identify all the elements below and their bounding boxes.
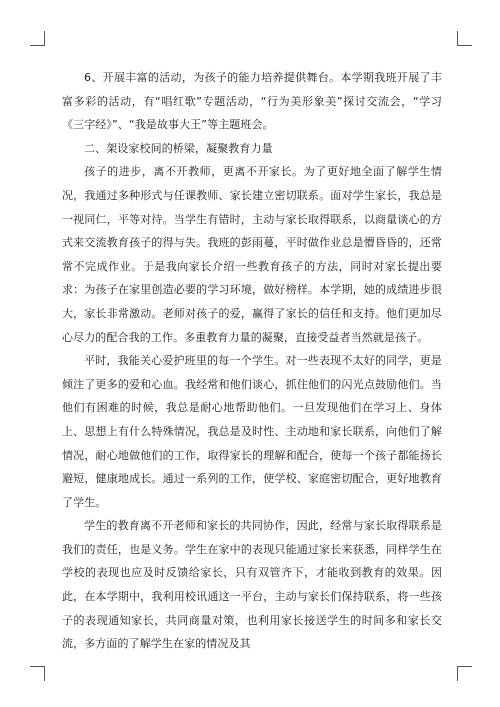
paragraph-activities: 6、开展丰富的活动，为孩子的能力培养提供舞台。本学期我班开展了丰富多彩的活动，有“唱红歌”专题活动，“行为美形象美”探讨交流会，“学习《三字经》”、“我是故事大王”等主题班会。 <box>62 71 442 132</box>
section-heading: 二、架设家校间的桥梁，凝聚教育力量 <box>84 141 273 155</box>
crop-mark-bottom-left <box>30 666 45 681</box>
paragraph-cooperation: 学生的教育离不开老师和家长的共同协作，因此，经常与家长取得联系是我们的责任，也是义务。学生在家中的表现只能通过家长来获悉，同样学生在学校的表现也应及时反馈给家长，只有双管齐下，才能收到教育的效果。因此，在本学期中，我利用校讯通这一平台，主动与家长们保持联系，将一些孩子的表现通知家长，共同商量对策，也利用家长接送学生的时间多和家长交流，多方面的了解学生在家的情况及其 <box>62 519 442 651</box>
crop-mark-top-right <box>457 31 472 46</box>
document-body <box>62 66 442 656</box>
crop-mark-bottom-right <box>457 666 472 681</box>
crop-mark-top-left <box>30 31 45 46</box>
paragraph-parent-contact: 孩子的进步，离不开教师，更离不开家长。为了更好地全面了解学生情况，我通过多种形式与任课教师、家长建立密切联系。面对学生家长，我总是一视同仁，平等对待。当学生有错时，主动与家长取得联系，以商量谈心的方式来交流教育孩子的得与失。我班的彭雨蔓，平时做作业总是懵昏昏的，还常常不完成作业。于是我向家长介绍一些教育孩子的方法，同时对家长提出要求：为孩子在家里创造必要的学习环境，做好榜样。本学期，她的成绩进步很大，家长非常激动。老师对孩子的爱，赢得了家长的信任和支持。他们更加尽心尽力的配合我的工作。多重教育力量的凝聚，直接受益者当然就是孩子。 <box>62 165 442 344</box>
paragraph-student-care: 平时，我能关心爱护班里的每一个学生。对一些表现不太好的同学，更是倾注了更多的爱和心血。我经常和他们谈心，抓住他们的闪光点鼓励他们。当他们有困难的时候，我总是耐心地帮助他们。一旦发现他们在学习上、身体上、思想上有什么特殊情况，我总是及时性、主动地和家长联系，向他们了解情况，耐心地做他们的工作，取得家长的理解和配合，使每一个孩子都能扬长避短，健康地成长。通过一系列的工作，使学校、家庭密切配合，更好地教育了学生。 <box>62 354 442 509</box>
